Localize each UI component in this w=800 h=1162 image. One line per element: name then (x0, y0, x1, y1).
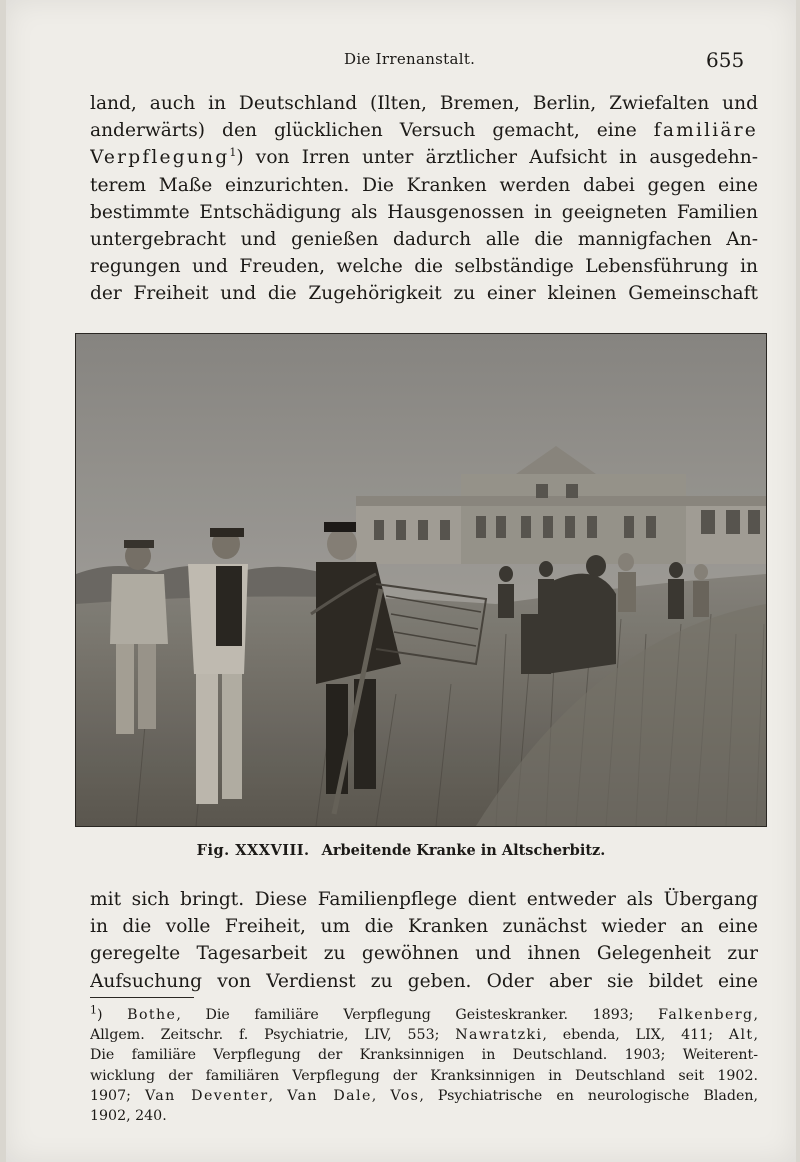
figure-caption-text: Arbeitende Kranke in Altscherbitz. (321, 842, 606, 859)
footnote-line (90, 1086, 758, 1106)
footnote-reference: 1 (229, 146, 237, 160)
emphasized-term: familiäre (653, 120, 758, 142)
footnote-line: $^1$) Bothe, Die familiäre Verpflegung Geisteskranker. 1893; Falkenberg, (90, 1005, 758, 1023)
author-name: Bothe (127, 1007, 177, 1023)
paragraph-top (90, 90, 758, 308)
author-name: Van Deventer (144, 1087, 269, 1104)
text-line: der Freiheit und die Zugehörigkeit zu einer kleinen Gemeinschaft (90, 283, 758, 305)
photo-illustration (76, 334, 766, 826)
author-name: Falkenberg (658, 1007, 754, 1023)
text-line: terem Maße einzurichten. Die Kranken werden dabei gegen eine (90, 174, 758, 196)
text-run: 1907; (90, 1087, 145, 1104)
text-line: Aufsuchung von Verdienst zu geben. Oder aber sie bildet eine (90, 970, 758, 992)
author-name: Alt (728, 1027, 754, 1044)
footnote-line (90, 1106, 758, 1126)
footnote-line (90, 1066, 758, 1086)
text-run: , (753, 1027, 758, 1044)
figure-caption (6, 842, 796, 859)
text-run: , (268, 1087, 288, 1104)
text-line: geregelte Tagesarbeit zu gewöhnen und ihnen Gelegenheit zur (90, 943, 758, 965)
text-run: ) von Irren unter ärztlicher Aufsicht in ausgedehn- (236, 147, 758, 169)
footnote-rule (90, 997, 194, 998)
page-number: 655 (706, 48, 745, 72)
text-line: regungen und Freuden, welche die selbständige Lebensführung in (90, 256, 758, 278)
text-run: anderwärts) den glücklichen Versuch gemacht, eine (90, 120, 654, 142)
text-line (90, 144, 758, 171)
footnote-line (90, 1045, 758, 1065)
book-page (6, 0, 796, 1162)
text-line: bestimmte Entschädigung als Hausgenossen in geeigneten Familien (90, 201, 758, 223)
footnote-marker: 1 (90, 1005, 97, 1017)
text-run: , (753, 1007, 758, 1023)
author-name: Van Dale (287, 1087, 372, 1104)
text-run: Allgem. Zeitschr. f. Psychiatrie, LIV, 553; (90, 1027, 456, 1044)
text-line: mit sich bringt. Diese Familienpflege dient entweder als Übergang (90, 889, 758, 910)
text-run: wicklung der familiären Verpflegung der Kranksinnigen in Deutschland seit 1902. (90, 1067, 758, 1084)
text-run: , Die familiäre Verpflegung Geisteskranker. 1893; (176, 1007, 659, 1023)
author-name: Nawratzki (455, 1027, 543, 1044)
text-line: land, auch in Deutschland (Ilten, Bremen, Berlin, Zwiefalten und (90, 93, 758, 114)
text-line: in die volle Freiheit, um die Kranken zunächst wieder an eine (90, 916, 758, 938)
running-title: Die Irrenanstalt. (344, 50, 476, 68)
emphasized-term: Verpflegung (90, 147, 230, 169)
text-run: , ebenda, LIX, 411; (542, 1027, 729, 1044)
text-run: , Psychiatrische en neurologische Bladen, (419, 1087, 758, 1104)
author-name: Vos (390, 1087, 420, 1104)
footnote-line (90, 1025, 758, 1045)
running-header (6, 46, 796, 76)
text-line (90, 117, 758, 144)
figure-photo (75, 333, 767, 827)
figure-number: Fig. XXXVIII. (196, 842, 310, 859)
text-run: 1902, 240. (90, 1108, 167, 1125)
text-line: untergebracht und genießen dadurch alle die mannigfachen An- (90, 229, 758, 251)
text-run: , (371, 1087, 391, 1104)
footnote (90, 1005, 758, 1126)
paragraph-bottom (90, 886, 758, 995)
text-run: Die familiäre Verpflegung der Kranksinnigen in Deutschland. 1903; Weiterent- (90, 1047, 758, 1064)
